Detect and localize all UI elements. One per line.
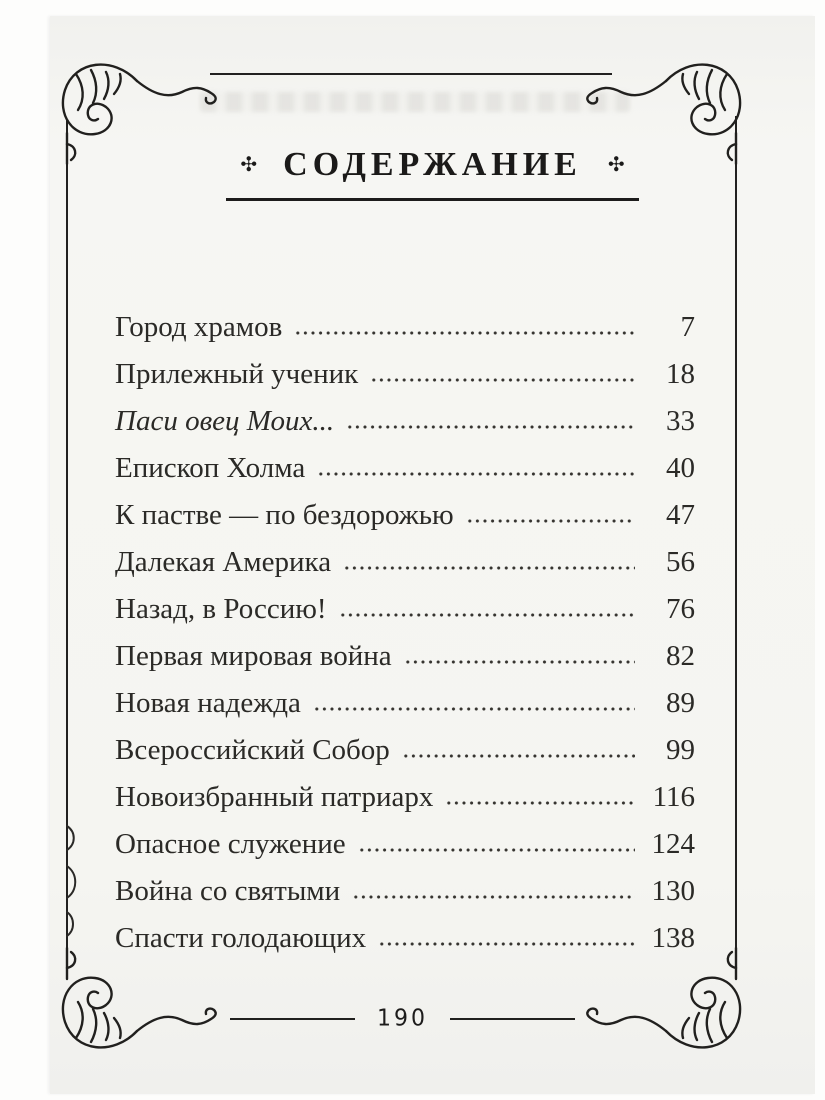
dot-leader [346, 423, 635, 430]
toc-entry [115, 358, 695, 405]
dot-leader [352, 893, 635, 900]
toc-entry [115, 640, 695, 687]
frame-top-rule [210, 73, 612, 75]
footer-right-rule [450, 1018, 575, 1020]
toc-entry [115, 452, 695, 499]
toc-entry-title: Всероссийский Собор [115, 734, 390, 766]
dot-leader [313, 705, 635, 712]
toc-list [115, 311, 695, 969]
showthrough-ghost-text [200, 92, 630, 112]
toc-entry-title: Опасное служение [115, 828, 346, 860]
toc-entry-page-number: 56 [666, 546, 695, 578]
cross-ornament-right-icon: ✣ [607, 153, 625, 176]
toc-entry-page-number: 82 [666, 640, 695, 672]
toc-entry-title: Спасти голодающих [115, 922, 367, 954]
toc-entry-title: Новая надежда [115, 687, 301, 719]
dot-leader [402, 752, 635, 759]
page-title-block [50, 146, 815, 201]
dot-leader [343, 564, 635, 571]
title-underline-box [226, 146, 638, 201]
toc-entry-page-number: 124 [651, 828, 695, 860]
book-page [50, 16, 815, 1094]
toc-entry [115, 593, 695, 640]
toc-entry [115, 546, 695, 593]
toc-entry-page-number: 138 [651, 922, 695, 954]
toc-entry [115, 687, 695, 734]
leaf-flourish-icon [55, 816, 85, 956]
toc-entry [115, 734, 695, 781]
toc-entry-page-number: 76 [666, 593, 695, 625]
dot-leader [294, 329, 635, 336]
toc-entry [115, 828, 695, 875]
toc-entry-title: К пастве — по бездорожью [115, 499, 454, 531]
page-title: СОДЕРЖАНИЕ [283, 146, 582, 183]
dot-leader [378, 940, 635, 947]
toc-entry-page-number: 18 [666, 358, 695, 390]
toc-entry-page-number: 7 [680, 311, 695, 343]
dot-leader [339, 611, 635, 618]
toc-entry [115, 875, 695, 922]
toc-entry-page-number: 116 [652, 781, 695, 813]
toc-entry-page-number: 33 [666, 405, 695, 437]
toc-entry [115, 405, 695, 452]
toc-entry-title: Далекая Америка [115, 546, 332, 578]
toc-entry [115, 499, 695, 546]
toc-entry-title: Новоизбранный патриарх [115, 781, 434, 813]
footer-left-rule [230, 1018, 355, 1020]
folio-page-number: 190 [377, 1005, 428, 1032]
toc-entry [115, 781, 695, 828]
toc-entry-title: Прилежный ученик [115, 358, 359, 390]
dot-leader [466, 517, 635, 524]
dot-leader [358, 846, 635, 853]
toc-entry-page-number: 40 [666, 452, 695, 484]
cross-ornament-left-icon: ✣ [240, 153, 258, 176]
toc-entry-title: Первая мировая война [115, 640, 392, 672]
toc-entry-title: Паси овец Моих... [115, 405, 335, 437]
frame-right-rule [735, 116, 737, 978]
toc-entry [115, 311, 695, 358]
toc-entry-title: Война со святыми [115, 875, 341, 907]
dot-leader [404, 658, 635, 665]
toc-entry-page-number: 47 [666, 499, 695, 531]
page-footer [230, 1006, 575, 1031]
toc-entry-page-number: 130 [651, 875, 695, 907]
toc-entry-page-number: 99 [666, 734, 695, 766]
toc-entry-title: Город храмов [115, 311, 283, 343]
toc-entry [115, 922, 695, 969]
dot-leader [317, 470, 635, 477]
toc-entry-title: Назад, в Россию! [115, 593, 327, 625]
dot-leader [445, 799, 635, 806]
dot-leader [370, 376, 635, 383]
toc-entry-page-number: 89 [666, 687, 695, 719]
toc-entry-title: Епископ Холма [115, 452, 306, 484]
